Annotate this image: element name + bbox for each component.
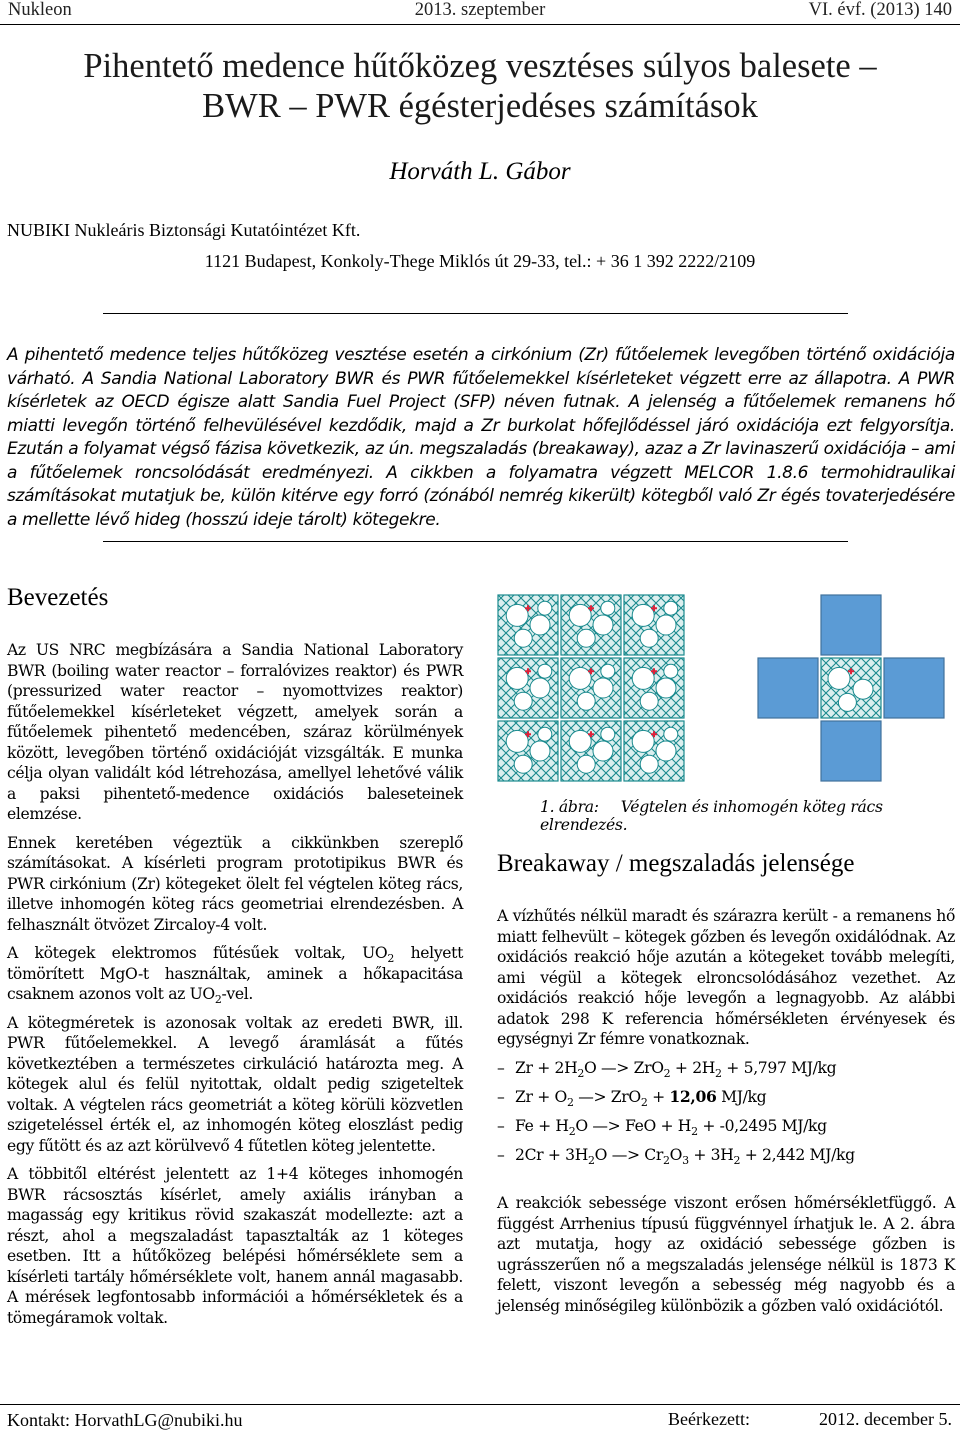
header-rule bbox=[0, 24, 960, 25]
intro-paragraph-2: Ennek keretében végeztük a cikkünkben szereplő számításokat. A kísérleti program prototipikus BWR és PWR cirkónium (Zr) kötegeket ölelt fel végtelen köteg rács, illetve inhomogén köteg rács geometriai elrendezésben. A felhasznált ötvözet Zircaloy-4 volt. bbox=[7, 833, 463, 934]
rod-void bbox=[506, 730, 528, 752]
author-name: Horváth L. Gábor bbox=[389, 158, 571, 185]
rod-void bbox=[601, 727, 615, 741]
rod-void bbox=[593, 615, 613, 635]
rod-void bbox=[640, 629, 658, 647]
rod-void bbox=[538, 601, 552, 615]
section-heading-breakaway: Breakaway / megszaladás jelensége bbox=[497, 850, 855, 877]
rod-void bbox=[640, 692, 658, 710]
intro-paragraph-4: A kötegméretek is azonosak voltak az eredeti BWR, ill. PWR fűtőelemekkel. A levegő áramlását a fűtés következtében a természetes cirkuláció határozta meg. A kötegek alul és felül nyitottak, oldalt pedig szigeteltek voltak. A végtelen rács geometriát a köteg körüli közvetlen szigeteléssel érték el, az inhomogén köteg eloszlást pedig egy fűtött és az azt körülvevő 4 fűtetlen köteg jelentette. bbox=[7, 1013, 463, 1155]
reaction-fe-steam: – $Fe + H_2O$ —> FeO + $H_2 + -0,2495$ MJ/kg bbox=[497, 1116, 955, 1137]
rod-void bbox=[514, 692, 532, 710]
abstract-bottom-rule bbox=[103, 541, 848, 542]
figure-1-bundle-grid bbox=[496, 593, 956, 789]
rod-void bbox=[538, 727, 552, 741]
rod-void bbox=[530, 741, 550, 761]
rod-void bbox=[664, 601, 678, 615]
rod-void bbox=[577, 755, 595, 773]
contact-email[interactable]: Kontakt: HorvathLG@nubiki.hu bbox=[7, 1410, 243, 1430]
reaction-list bbox=[497, 1058, 955, 1166]
intro-paragraph-3: A kötegek elektromos fűtésűek voltak, $UO_2$ helyett tömörített MgO-t használtak, aminek a hőkapacitása csaknem azonos volt az $UO_2$-vel. bbox=[7, 944, 463, 1007]
title-line-2: BWR – PWR égésterjedéses számítások bbox=[202, 87, 758, 125]
title-line-1: Pihentető medence hűtőközeg vesztéses súlyos balesete – bbox=[83, 47, 877, 85]
rod-void bbox=[593, 741, 613, 761]
volume-page: VI. évf. (2013) 140 bbox=[808, 0, 952, 20]
issue-date: 2013. szeptember bbox=[414, 0, 546, 20]
paper-title bbox=[0, 46, 960, 126]
rod-void bbox=[632, 730, 654, 752]
affiliation: NUBIKI Nukleáris Biztonsági Kutatóintézet Kft. bbox=[7, 220, 361, 240]
rod-void bbox=[664, 727, 678, 741]
abstract-top-rule bbox=[103, 313, 848, 314]
rod-void bbox=[569, 604, 591, 626]
reaction-cr-steam: – $2Cr + 3H_2O$ —> $Cr_2O_3 + 3H_2 + 2,442$ MJ/kg bbox=[497, 1145, 955, 1166]
intro-body bbox=[7, 640, 463, 1336]
rod-void bbox=[838, 693, 856, 711]
intro-paragraph-1: Az US NRC megbízására a Sandia National Laboratory BWR (boiling water reactor – forralóvizes reaktor) és PWR (pressurized water reactor – nyomottvizes reaktor) fűtőelemekkel kísérleteket végzett, amelyek során a fűtőelemek pihentető medencében, száraz körülmények között, levegőben történő oxidációját vizsgálták. E munka célja olyan validált kód létrehozása, amellyel lehetővé válik a paksi pihentető-medence oxidációs baleseteinek elemzése. bbox=[7, 641, 463, 823]
journal-name: Nukleon bbox=[8, 0, 72, 20]
rod-void bbox=[632, 667, 654, 689]
rod-void bbox=[577, 629, 595, 647]
rod-void bbox=[632, 604, 654, 626]
rod-void bbox=[569, 667, 591, 689]
unheated-bundle-block bbox=[884, 658, 944, 718]
rod-void bbox=[577, 692, 595, 710]
section-heading-intro: Bevezetés bbox=[7, 584, 109, 611]
rod-void bbox=[530, 615, 550, 635]
rod-void bbox=[601, 601, 615, 615]
received-date: 2012. december 5. bbox=[819, 1409, 952, 1429]
breakaway-paragraph-2: A reakciók sebessége viszont erősen hőmérsékletfüggő. A függést Arrhenius típusú függvénnyel írhatjuk le. A 2. ábra azt mutatja, hogy az oxidáció sebessége gőzben is ugrásszerűen nő a megszaladás jelensége nélkül is 1873 K felett, viszont levegőn a sebesség még nagyobb és a jelenség minőségileg különbözik a gőzben való oxidációtól. bbox=[497, 1194, 955, 1315]
reaction-zr-steam: – $Zr + 2H_2O$ —> $ZrO_2 + 2H_2 + 5,797$ MJ/kg bbox=[497, 1058, 955, 1079]
unheated-bundle-block bbox=[758, 658, 818, 718]
rod-void bbox=[506, 667, 528, 689]
rod-void bbox=[514, 755, 532, 773]
figure-1-number: 1. ábra: bbox=[540, 798, 599, 816]
rod-void bbox=[506, 604, 528, 626]
figure-1-text: Végtelen és inhomogén köteg rács elrendezés. bbox=[540, 798, 883, 834]
breakaway-body bbox=[497, 906, 955, 1324]
rod-void bbox=[664, 664, 678, 678]
rod-void bbox=[656, 741, 676, 761]
abstract bbox=[7, 344, 955, 532]
figure-1-caption bbox=[540, 798, 960, 834]
rod-void bbox=[656, 615, 676, 635]
unheated-bundle-block bbox=[821, 721, 881, 781]
reaction-zr-oxygen: – $Zr + O_2$ —> ZrO$_2$ + 12,06 MJ/kg bbox=[497, 1087, 955, 1108]
rod-void bbox=[640, 755, 658, 773]
received-label: Beérkezett: bbox=[668, 1409, 750, 1429]
address: 1121 Budapest, Konkoly-Thege Miklós út 29-33, tel.: + 36 1 392 2222/2109 bbox=[204, 251, 756, 271]
rod-void bbox=[569, 730, 591, 752]
breakaway-paragraph-1: A vízhűtés nélkül maradt és szárazra került - a remanens hő miatt felhevült – kötegek gőzben és levegőn oxidálódnak. Az oxidációs reakció hője azután a kötegeket tovább melegíti, ami végül a kötegek elroncsolódásához vezethet. Az oxidációs reakció hője levegőn a legnagyobb. Az alábbi adatok 298 K referencia hőmérsékleten érvényesek és egységnyi Zr fémre vonatkoznak. bbox=[497, 907, 955, 1048]
rod-void bbox=[514, 629, 532, 647]
footer-rule bbox=[0, 1404, 960, 1405]
rod-void bbox=[593, 678, 613, 698]
rod-void bbox=[601, 664, 615, 678]
rod-void bbox=[853, 679, 873, 699]
intro-paragraph-5: A többitől eltérést jelentett az 1+4 köteges inhomogén BWR rácsosztás kísérlet, amely axiális irányban a magasság egy kritikus rövid szakaszát modellezte: azt a részt, ahol a megszaladást tapasztalták az 1 köteges esetben. Itt a hűtőközeg belépési hőmérséklete sem a kísérleti tartály hőmérséklete volt, hanem annál magasabb. A mérések legfontosabb információi a hőmérsékletek és a tömegáramok voltak. bbox=[7, 1165, 463, 1327]
rod-void bbox=[656, 678, 676, 698]
unheated-bundle-block bbox=[821, 595, 881, 655]
rod-void bbox=[828, 667, 850, 689]
abstract-text: A pihentető medence teljes hűtőközeg vesztése esetén a cirkónium (Zr) fűtőelemek levegőben történő oxidációja várható. A Sandia National Laboratory BWR és PWR fűtőelemekkel kísérleteket végzett erre az állapotra. A PWR kísérletek az OECD égisze alatt Sandia Fuel Project (SFP) néven futnak. A jelenség a fűtőelemek remanens hő miatti levegőn történő felhevülésével kezdődik, majd a Zr burkolat hőfejlődéssel járó oxidációja ezt felgyorsítja. Ezután a folyamat végső fázisa következik, az ún. megszaladás (breakaway), azaz a Zr lavinaszerű oxidációja – ami a fűtőelemek roncsolódását eredményezi. A cikkben a folyamatra végzett MELCOR 1.8.6 termohidraulikai számításokat mutatjuk be, külön kitérve egy forró (zónából nemrég kikerült) kötegből való Zr égés tovaterjedésére a mellette lévő hideg (hosszú ideje tárolt) kötegekre. bbox=[7, 345, 955, 530]
rod-void bbox=[530, 678, 550, 698]
rod-void bbox=[538, 664, 552, 678]
